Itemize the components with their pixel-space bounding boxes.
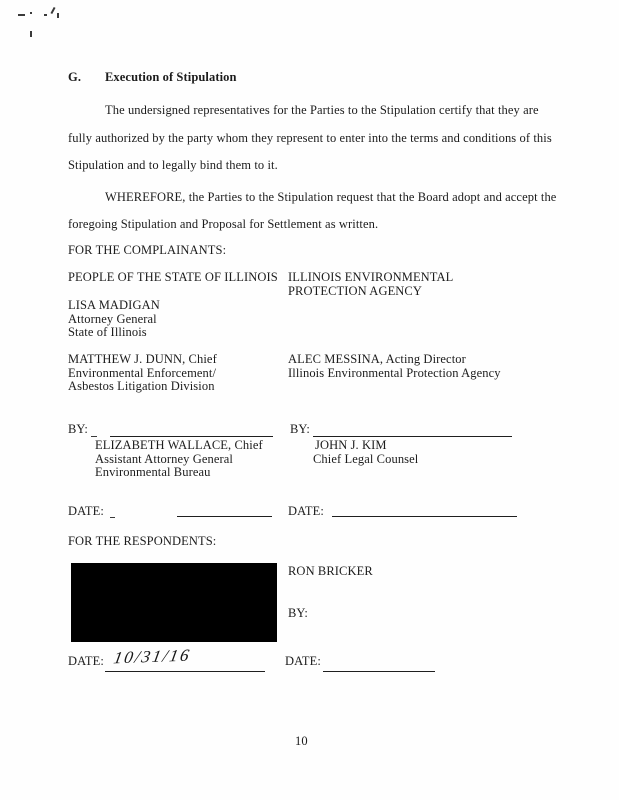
respondent-date-label-left: DATE: xyxy=(68,654,104,668)
complainants-label: FOR THE COMPLAINANTS: xyxy=(68,243,227,257)
respondents-label: FOR THE RESPONDENTS: xyxy=(68,534,217,548)
attorney-general-name: LISA MADIGAN xyxy=(68,298,160,312)
paragraph-line: Stipulation and to legally bind them to it. xyxy=(68,158,278,172)
scan-artifact xyxy=(30,12,32,14)
redaction-box xyxy=(71,563,277,642)
attorney-general-org: State of Illinois xyxy=(68,325,147,339)
scan-artifact xyxy=(30,31,32,37)
scan-artifact xyxy=(50,7,55,14)
date-label-right: DATE: xyxy=(288,504,324,518)
right-signatory-title1: Chief Legal Counsel xyxy=(313,452,419,466)
respondent-date-line-right xyxy=(323,671,435,672)
left-signatory-title1: Assistant Attorney General xyxy=(95,452,233,466)
complainant-org-right-line2: PROTECTION AGENCY xyxy=(288,284,422,298)
paragraph-line: foregoing Stipulation and Proposal for Settlement as written. xyxy=(68,217,379,231)
section-letter: G. xyxy=(68,70,82,84)
stray-pen-mark xyxy=(91,436,97,437)
complainant-org-right-line1: ILLINOIS ENVIRONMENTAL xyxy=(288,270,454,284)
stray-pen-mark xyxy=(110,517,115,518)
right-official-name: ALEC MESSINA, Acting Director xyxy=(288,352,466,366)
right-official-title1: Illinois Environmental Protection Agency xyxy=(288,366,501,380)
section-title: Execution of Stipulation xyxy=(105,70,237,84)
left-signatory-title2: Environmental Bureau xyxy=(95,465,211,479)
complainant-org-left: PEOPLE OF THE STATE OF ILLINOIS xyxy=(68,270,278,284)
date-label-left: DATE: xyxy=(68,504,104,518)
respondent-date-line-left xyxy=(105,671,265,672)
scan-artifact xyxy=(57,13,59,18)
paragraph-line: fully authorized by the party whom they represent to enter into the terms and conditions of this xyxy=(68,131,552,145)
left-official-title1: Environmental Enforcement/ xyxy=(68,366,217,380)
date-line-left xyxy=(177,516,272,517)
by-label-right: BY: xyxy=(290,422,310,436)
paragraph-line: The undersigned representatives for the Parties to the Stipulation certify that they are xyxy=(105,103,539,117)
attorney-general-title: Attorney General xyxy=(68,312,157,326)
by-label-left: BY: xyxy=(68,422,88,436)
respondent-by-label: BY: xyxy=(288,606,308,620)
left-official-title2: Asbestos Litigation Division xyxy=(68,379,215,393)
respondent-name: RON BRICKER xyxy=(288,564,373,578)
right-signatory-name: JOHN J. KIM xyxy=(315,438,387,452)
signature-line-left xyxy=(110,436,273,437)
left-signatory-name: ELIZABETH WALLACE, Chief xyxy=(95,438,263,452)
date-line-right xyxy=(332,516,517,517)
paragraph-line: WHEREFORE, the Parties to the Stipulation request that the Board adopt and accept the xyxy=(105,190,557,204)
handwritten-date: 10/31/16 xyxy=(112,645,193,668)
respondent-date-label-right: DATE: xyxy=(285,654,321,668)
signature-line-right xyxy=(313,436,512,437)
scan-artifact xyxy=(44,14,47,16)
left-official-name: MATTHEW J. DUNN, Chief xyxy=(68,352,217,366)
scan-artifact xyxy=(18,14,25,16)
page-number: 10 xyxy=(295,734,308,748)
